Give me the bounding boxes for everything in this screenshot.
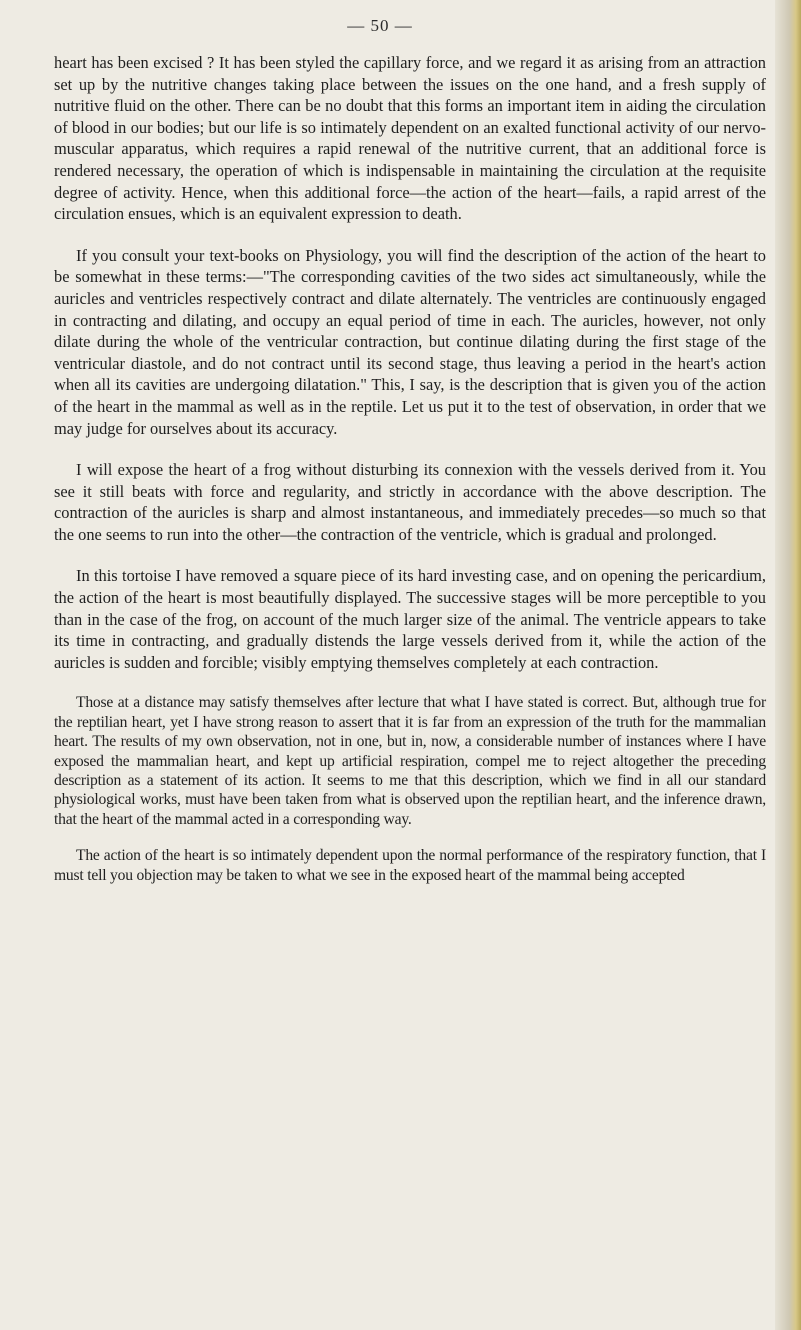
paragraph-respiratory-function: The action of the heart is so intimately dependent upon the normal performance of the respiratory function, that I must tell you objection may be taken to what we see in the exposed heart of the mammal being accepted xyxy=(54,847,766,884)
page-number: — 50 — xyxy=(347,16,413,35)
paragraph-textbook-description: If you consult your text-books on Physiology, you will find the description of the action of the heart to be somewhat in these terms:—"The corresponding cavities of the two sides act simultaneously, while the auricles and ventricles respectively contract and dilate alternately. The ventricles are continuously engaged in contracting and dilating, and occupy an equal period of time in each. The auricles, however, not only dilate during the whole of the ventricular contraction, but continue dilating during the first stage of the ventricular diastole, and do not contract until its second stage, thus leaving a period in the heart's action when all its cavities are undergoing dilatation." This, I say, is the description that is given you of the action of the heart in the mammal as well as in the reptile. Let us put it to the test of observation, in order that we may judge for ourselves about its accuracy. xyxy=(54,245,766,438)
paragraph-mammalian-heart: Those at a distance may satisfy themselves after lecture that what I have stated is correct. But, although true for the reptilian heart, yet I have strong reason to assert that it is far from an expression of the truth for the mammalian heart. The results of my own observation, not in one, but in, now, a considerable number of instances where I have exposed the mammalian heart, and kept up artificial respiration, compel me to reject altogether the preceding description as a statement of its action. It seems to me that this description, which we find in all our standard physiological works, must have been taken from what is observed upon the reptilian heart, and the inference drawn, that the heart of the mammal acted in a corresponding way. xyxy=(54,694,766,828)
body-text xyxy=(54,52,766,885)
paragraph-frog-heart: I will expose the heart of a frog without disturbing its connexion with the vessels derived from it. You see it still beats with force and regularity, and strictly in accordance with the above description. The contraction of the auricles is sharp and almost instantaneous, and immediately precedes—so much so that the one seems to run into the other—the contraction of the ventricle, which is gradual and prolonged. xyxy=(54,460,766,544)
paragraph-tortoise-heart: In this tortoise I have removed a square piece of its hard investing case, and on opening the pericardium, the action of the heart is most beautifully displayed. The successive stages will be more perceptible to you than in the case of the frog, on account of the much larger size of the animal. The ventricle appears to take its time in contracting, and gradually distends the large vessels derived from it, while the action of the auricles is sudden and forcible; visibly emptying themselves completely at each contraction. xyxy=(54,566,766,672)
paragraph-capillary-force: heart has been excised ? It has been styled the capillary force, and we regard it as arising from an attraction set up by the nutritive changes taking place between the issues on the one hand, and a fresh supply of nutritive fluid on the other. There can be no doubt that this forms an important item in aiding the circulation of blood in our bodies; but our life is so intimately dependent on an exalted functional activity of our nervo-muscular apparatus, which requires a rapid renewal of the nutritive current, that an additional force is rendered necessary, the operation of which is indispensable in maintaining the circulation at the requisite degree of activity. Hence, when this additional force—the action of the heart—fails, a rapid arrest of the circulation ensues, which is an equivalent expression to death. xyxy=(54,53,766,224)
page-edge xyxy=(775,0,801,1330)
